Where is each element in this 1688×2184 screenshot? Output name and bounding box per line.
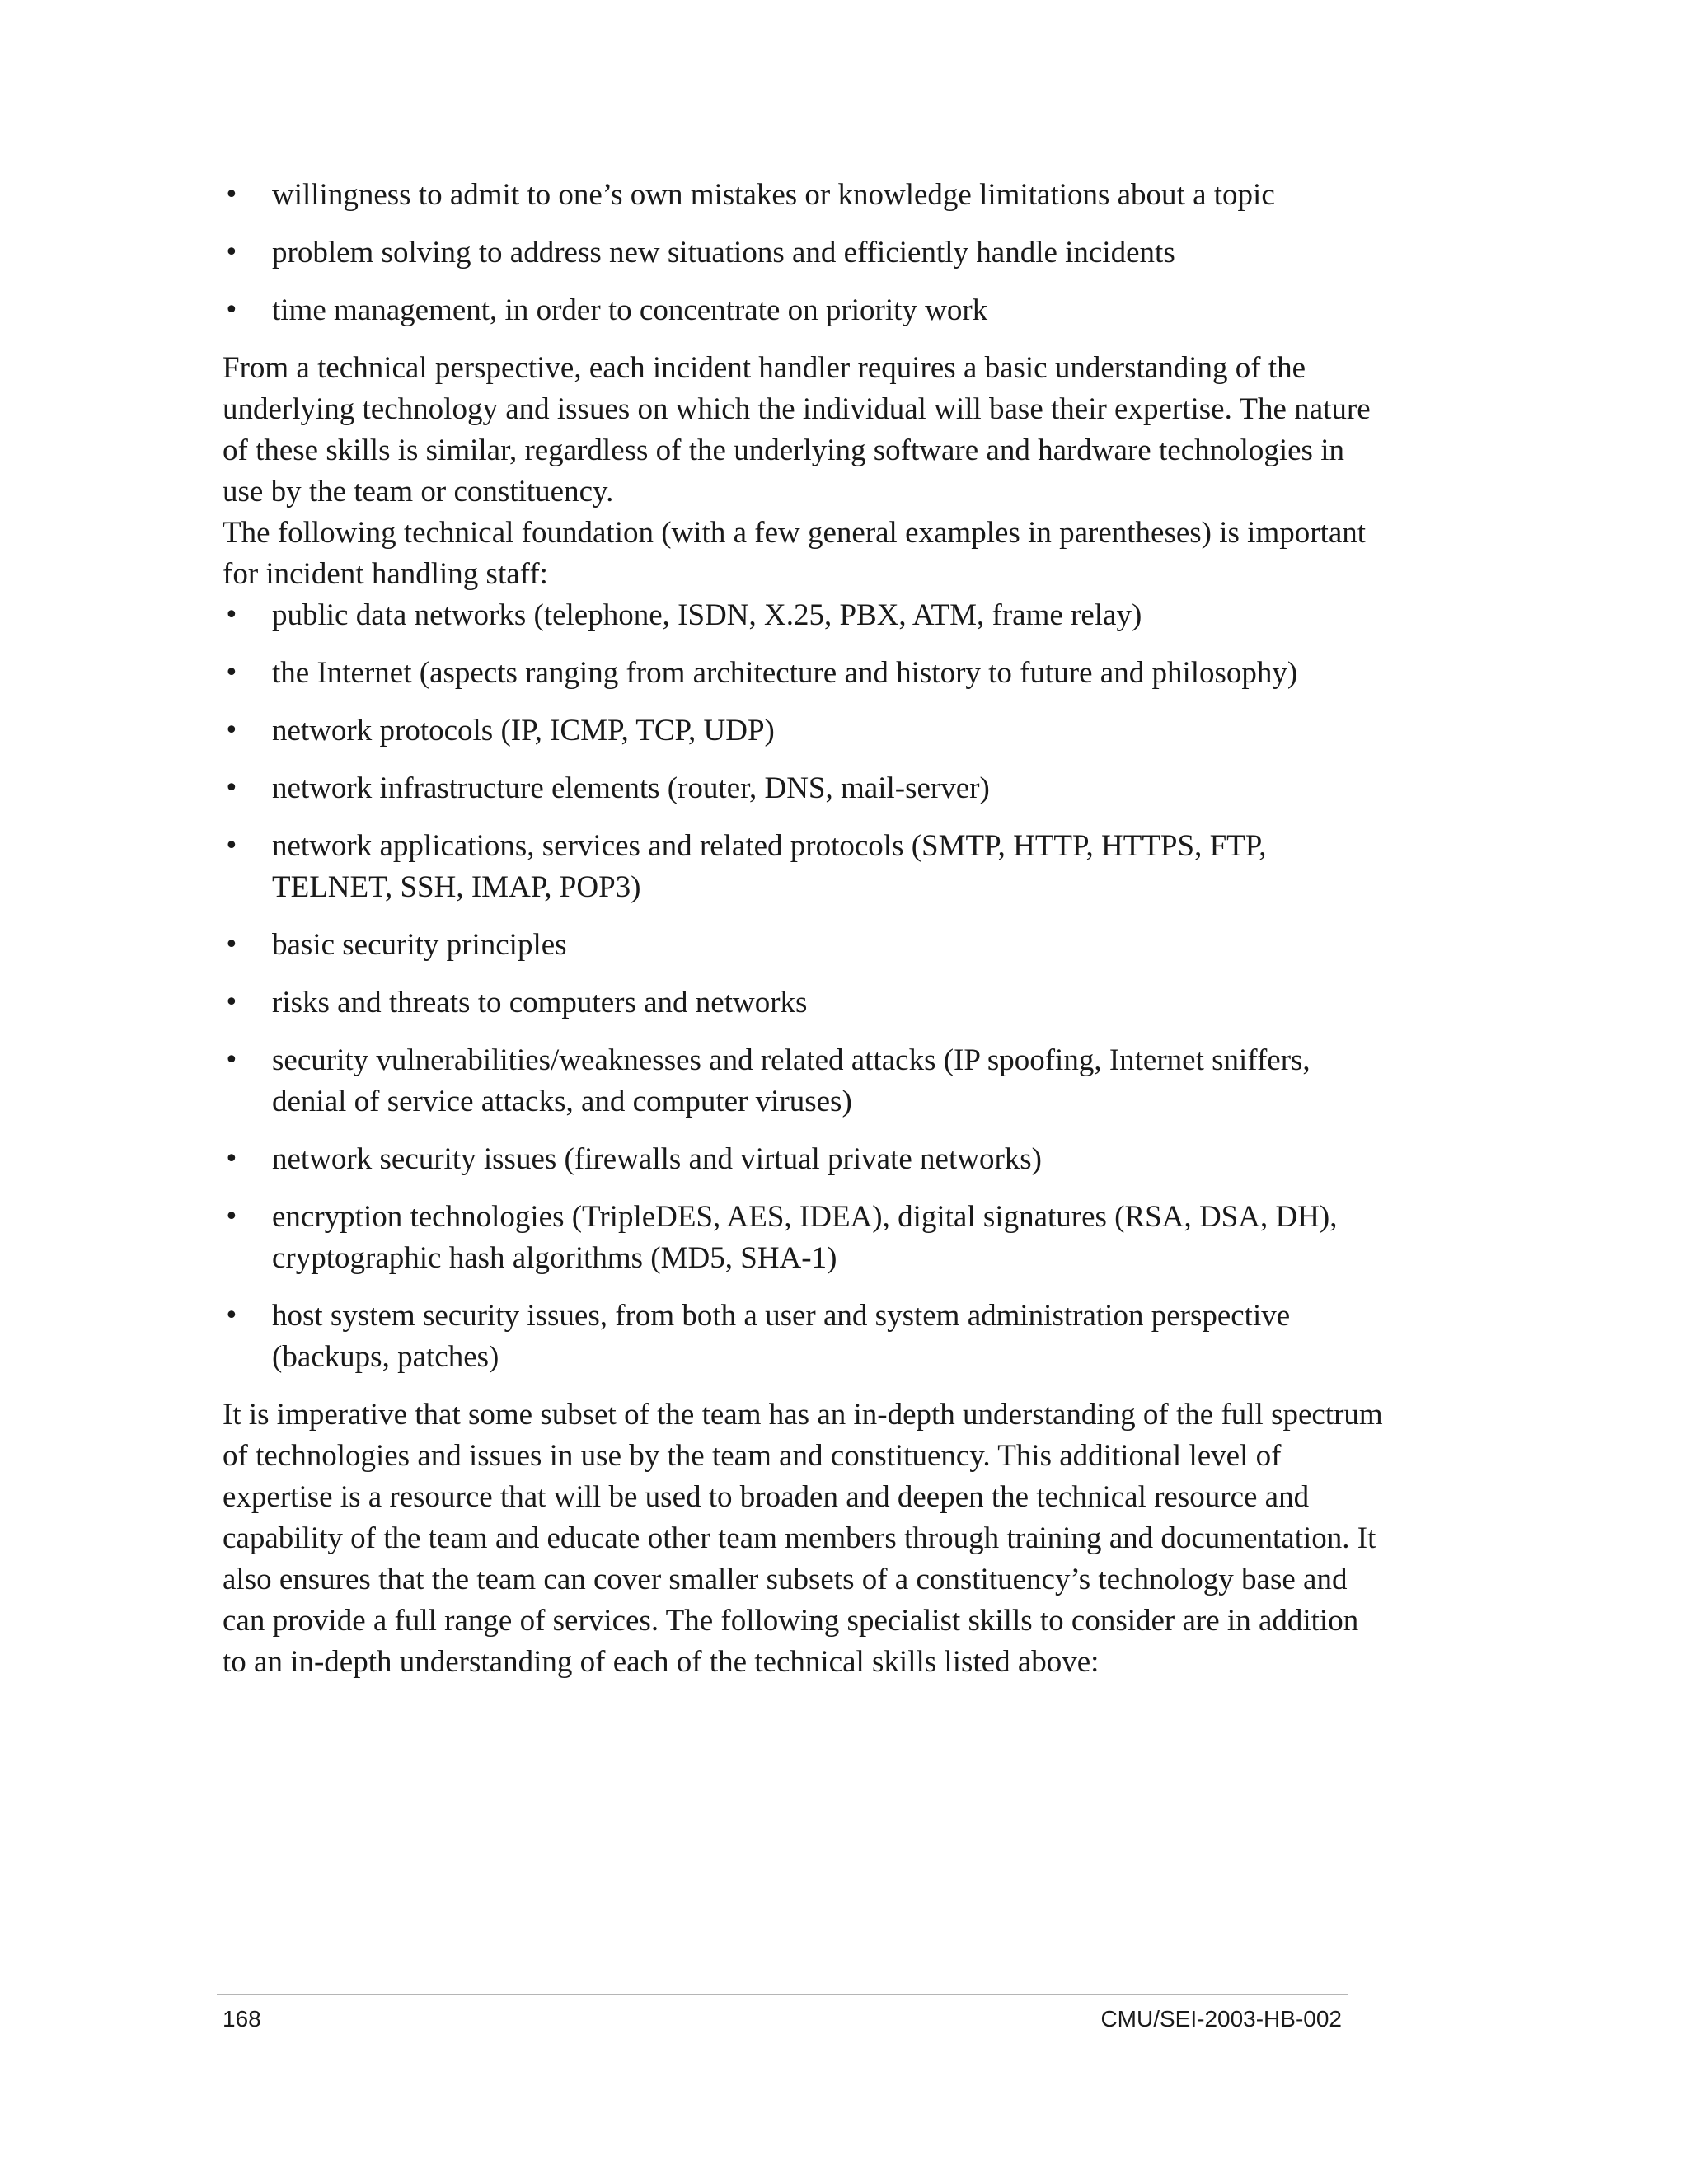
list-item — [223, 1296, 1385, 1378]
list-item-text: network security issues (firewalls and virtual private networks) — [272, 1142, 1042, 1176]
list-item — [223, 232, 1385, 274]
bullet-icon: • — [224, 238, 239, 267]
list-item — [223, 710, 1385, 752]
bullet-icon: • — [224, 1202, 239, 1231]
footer-divider — [217, 1994, 1348, 1995]
list-item — [223, 290, 1385, 331]
bullet-icon: • — [224, 832, 239, 860]
list-item-text: public data networks (telephone, ISDN, X.25, PBX, ATM, frame relay) — [272, 598, 1142, 632]
bullet-icon: • — [224, 1046, 239, 1075]
list-item — [223, 826, 1385, 908]
bullet-icon: • — [224, 1301, 239, 1330]
list-item — [223, 175, 1385, 216]
list-item-text: willingness to admit to one’s own mistakes or knowledge limitations about a topic — [272, 178, 1275, 212]
list-item-text: network protocols (IP, ICMP, TCP, UDP) — [272, 714, 775, 748]
list-item-text: network infrastructure elements (router, DNS, mail-server) — [272, 771, 990, 805]
page-number: 168 — [223, 2006, 261, 2032]
technical-perspective-paragraph: From a technical perspective, each incident handler requires a basic understanding of the underlying technology and issues on which the individual will base their expertise. The nature of these skills is similar, regardless of the underlying software and hardware technologies in use by the team or constituency. — [223, 351, 1371, 509]
specialist-skills-paragraph: It is imperative that some subset of the team has an in-depth understanding of the full spectrum of technologies and issues in use by the team and constituency. This additional level of expertise is a resource that will be used to broaden and deepen the technical resource and capability of the team and educate other team members through training and documentation. It also ensures that the team can cover smaller subsets of a constituency’s technology base and can provide a full range of services. The following specialist skills to consider are in addition to an in-depth understanding of each of the technical skills listed above: — [223, 1398, 1383, 1679]
bullet-icon: • — [224, 180, 239, 209]
bullet-icon: • — [224, 601, 239, 630]
list-item-text: encryption technologies (TripleDES, AES, IDEA), digital signatures (RSA, DSA, DH), cryptographic hash algorithms (MD5, SHA-1) — [272, 1200, 1338, 1275]
list-item-text: risks and threats to computers and networks — [272, 986, 808, 1019]
bullet-icon: • — [224, 774, 239, 803]
list-item-text: host system security issues, from both a user and system administration perspective (backups, patches) — [272, 1299, 1291, 1374]
bullet-icon: • — [224, 988, 239, 1017]
list-item-text: the Internet (aspects ranging from architecture and history to future and philosophy) — [272, 656, 1298, 690]
list-item — [223, 1040, 1385, 1122]
list-item-text: problem solving to address new situations and efficiently handle incidents — [272, 236, 1175, 269]
technical-foundation-intro: The following technical foundation (with a few general examples in parentheses) is important for incident handling staff: — [223, 516, 1367, 591]
list-item-text: network applications, services and related protocols (SMTP, HTTP, HTTPS, FTP, TELNET, SSH, IMAP, POP3) — [272, 829, 1267, 904]
bullet-icon: • — [224, 1145, 239, 1174]
list-item — [223, 595, 1385, 636]
list-item — [223, 982, 1385, 1024]
list-item — [223, 925, 1385, 966]
technical-foundation-list — [223, 595, 1385, 1378]
list-item — [223, 768, 1385, 809]
bullet-icon: • — [224, 658, 239, 687]
list-item-text: security vulnerabilities/weaknesses and related attacks (IP spoofing, Internet sniffers, denial of service attacks, and computer viruses) — [272, 1043, 1311, 1118]
bullet-icon: • — [224, 930, 239, 959]
list-item-text: time management, in order to concentrate on priority work — [272, 293, 988, 327]
list-item — [223, 1197, 1385, 1279]
soft-skills-list — [223, 175, 1385, 331]
list-item — [223, 1139, 1385, 1180]
list-item — [223, 653, 1385, 694]
bullet-icon: • — [224, 716, 239, 745]
bullet-icon: • — [224, 296, 239, 325]
page-body — [223, 175, 1385, 1683]
document-id: CMU/SEI-2003-HB-002 — [1100, 2006, 1342, 2032]
list-item-text: basic security principles — [272, 928, 567, 962]
